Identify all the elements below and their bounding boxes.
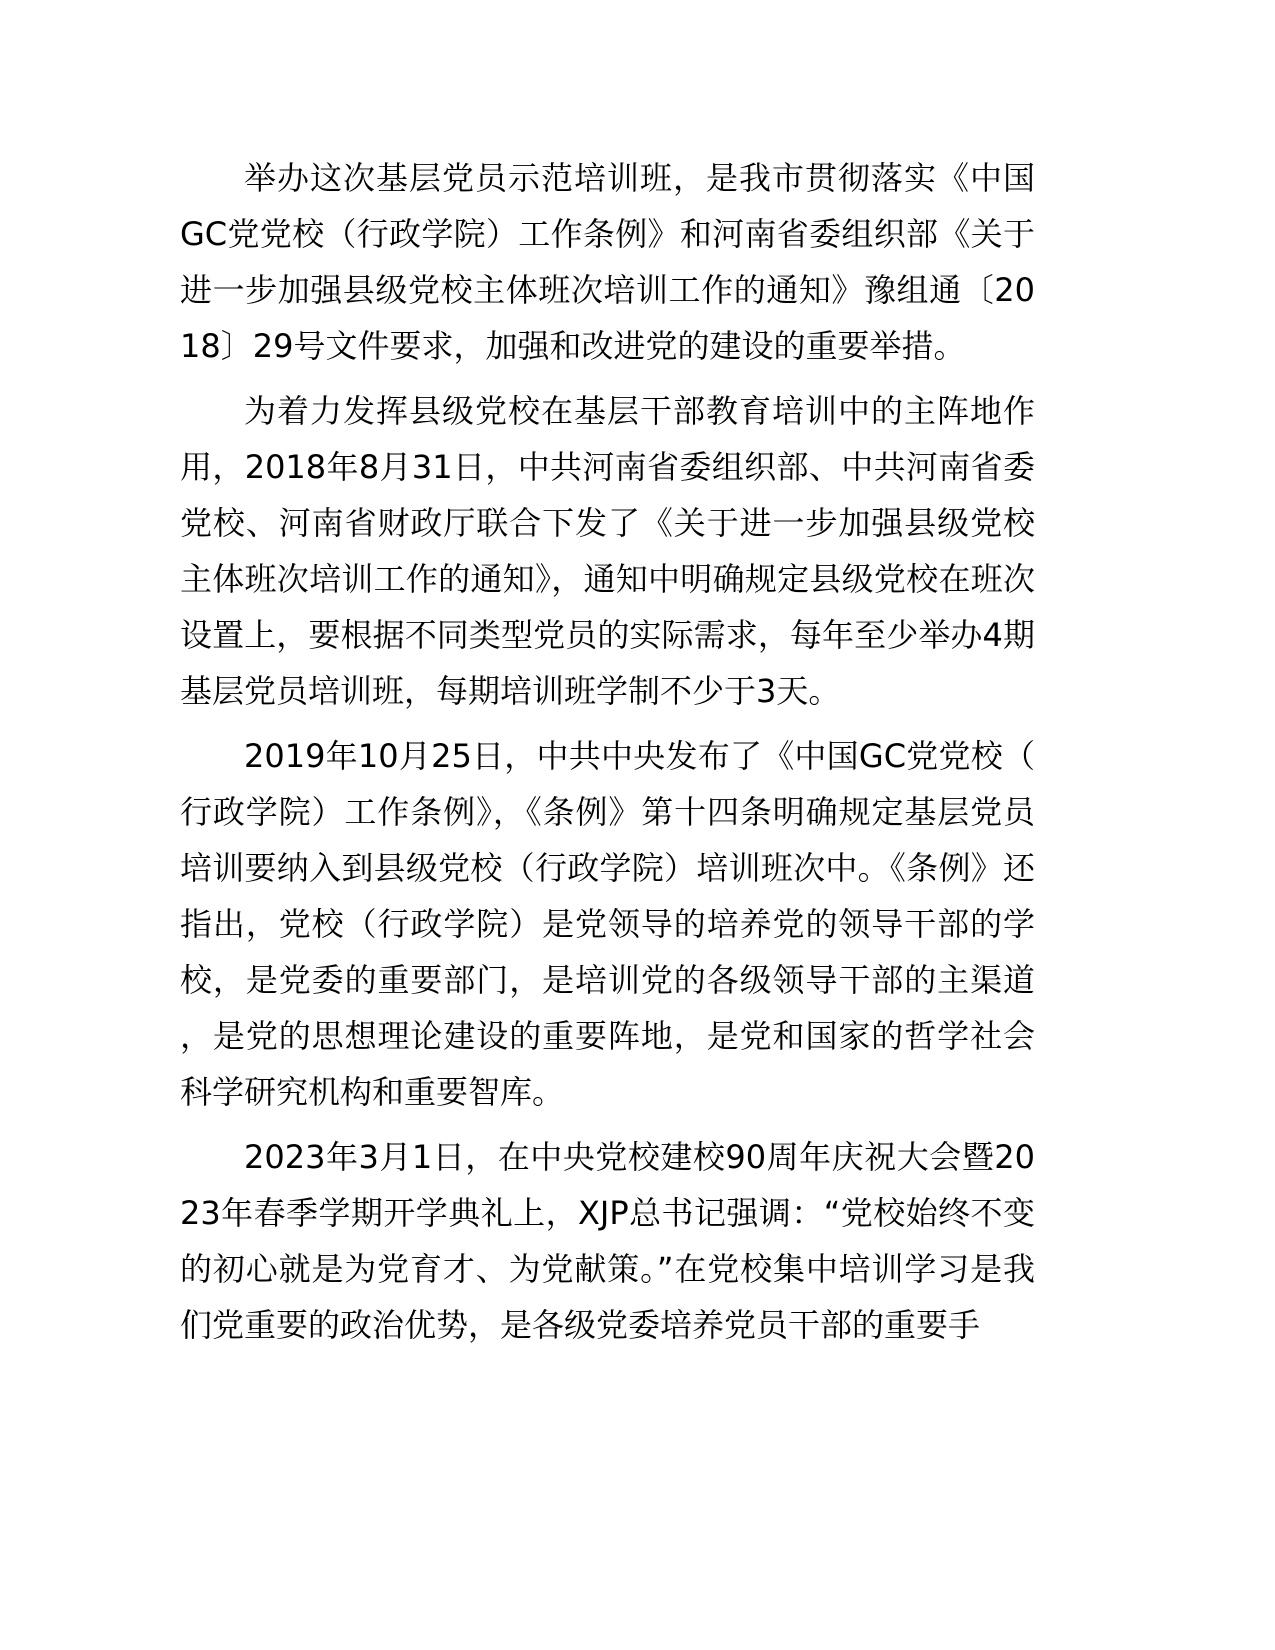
document-body	[180, 150, 1035, 1362]
paragraph-1: 举办这次基层党员示范培训班，是我市贯彻落实《中国GC党党校（行政学院）工作条例》和河南省委组织部《关于进一步加强县级党校主体班次培训工作的通知》豫组通〔2018〕29号文件要求，加强和改进党的建设的重要举措。	[180, 159, 1035, 365]
paragraph-2: 为着力发挥县级党校在基层干部教育培训中的主阵地作用，2018年8月31日，中共河南省委组织部、中共河南省委党校、河南省财政厅联合下发了《关于进一步加强县级党校主体班次培训工作的通知》，通知中明确规定县级党校在班次设置上，要根据不同类型党员的实际需求，每年至少举办4期基层党员培训班，每期培训班学制不少于3天。	[180, 392, 1035, 710]
paragraph-4: 2023年3月1日，在中央党校建校90周年庆祝大会暨2023年春季学期开学典礼上，XJP总书记强调：“党校始终不变的初心就是为党育才、为党献策。”在党校集中培训学习是我们党重要的政治优势，是各级党委培养党员干部的重要手	[180, 1138, 1035, 1344]
paragraph-3: 2019年10月25日，中共中央发布了《中国GC党党校（行政学院）工作条例》，《条例》第十四条明确规定基层党员培训要纳入到县级党校（行政学院）培训班次中。《条例》还指出，党校（行政学院）是党领导的培养党的领导干部的学校，是党委的重要部门，是培训党的各级领导干部的主渠道，是党的思想理论建设的重要阵地，是党和国家的哲学社会科学研究机构和重要智库。	[180, 737, 1035, 1111]
